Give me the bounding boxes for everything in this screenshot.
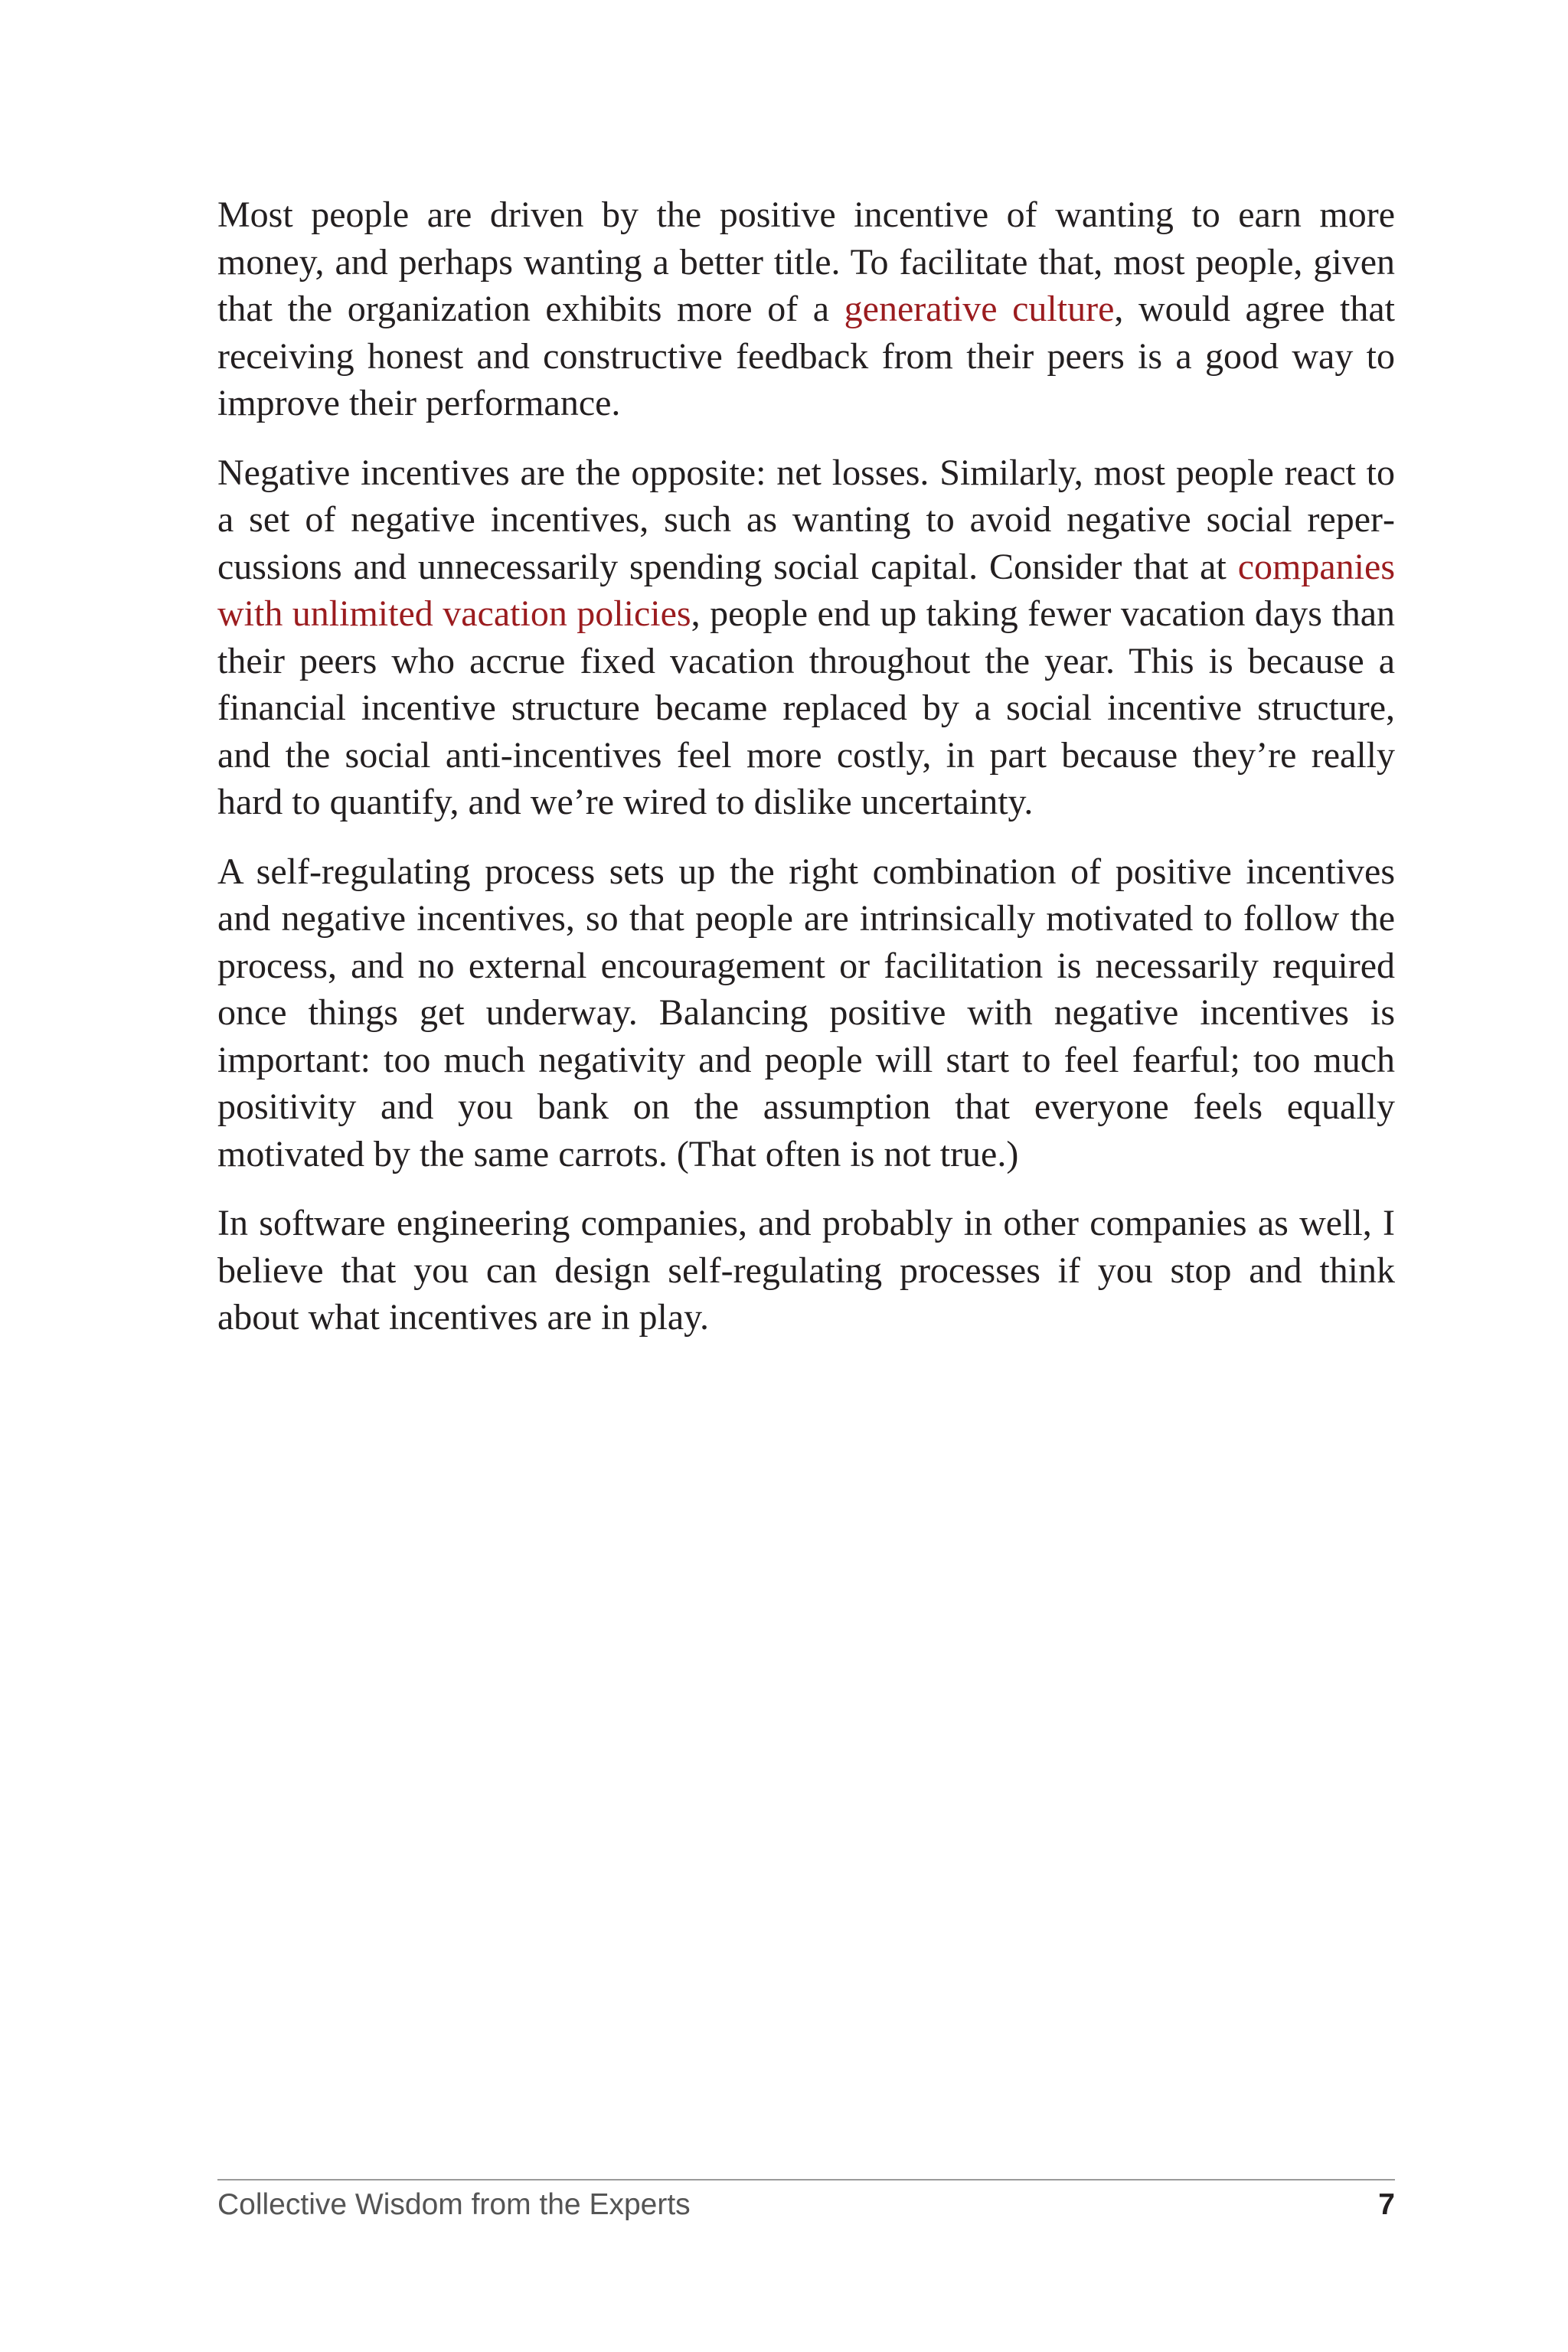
paragraph-1-text-after: , would agree that receiving honest and constructive feedback from their peers is a good way to improve their performance. — [217, 289, 1396, 423]
paragraph-1 — [217, 191, 1395, 427]
page-footer — [217, 2179, 1395, 2222]
footer-book-title: Collective Wisdom from the Experts — [217, 2188, 691, 2221]
paragraph-1-text-before: Most people are driven by the positive incentive of wanting to earn more money, and perhaps wanting a better title. To facilitate that, most people, given that the organization exhibits more of a — [217, 194, 1395, 329]
link-unlimited-vacation-policies[interactable]: companies with unlimited vacation policies — [217, 546, 1395, 634]
paragraph-2-text-after: , people end up taking fewer vacation days than their peers who accrue fixed vacation throughout the year. This is because a financial incentive structure became replaced by a social incentive structure, and the social anti-incentives feel more costly, in part because they’re really hard to quantify, and we’re wired to dislike uncertainty. — [217, 593, 1396, 822]
page-number: 7 — [1378, 2188, 1395, 2221]
paragraph-2 — [217, 449, 1395, 826]
paragraph-3: A self-regulating process sets up the right combination of positive incentives and negative incentives, so that people are intrinsically motivated to follow the process, and no external encouragement or facilitation is necessarily required once things get underway. Balancing positive with negative incentives is important: too much negativity and people will start to feel fearful; too much positivity and you bank on the assumption that everyone feels equally motivated by the same carrots. (That often is not true.) — [217, 851, 1395, 1174]
body-text — [217, 191, 1395, 1364]
paragraph-4: In software engineering companies, and probably in other companies as well, I believe that you can design self-regulating processes if you stop and think about what incentives are in play. — [217, 1203, 1395, 1338]
paragraph-2-text-before: Negative incentives are the opposite: net losses. Similarly, most people react to a set of negative incentives, such as wanting to avoid negative social repercussions and unnecessarily spending social capital. Consider that at — [217, 452, 1395, 587]
link-generative-culture[interactable]: generative culture — [844, 289, 1115, 329]
